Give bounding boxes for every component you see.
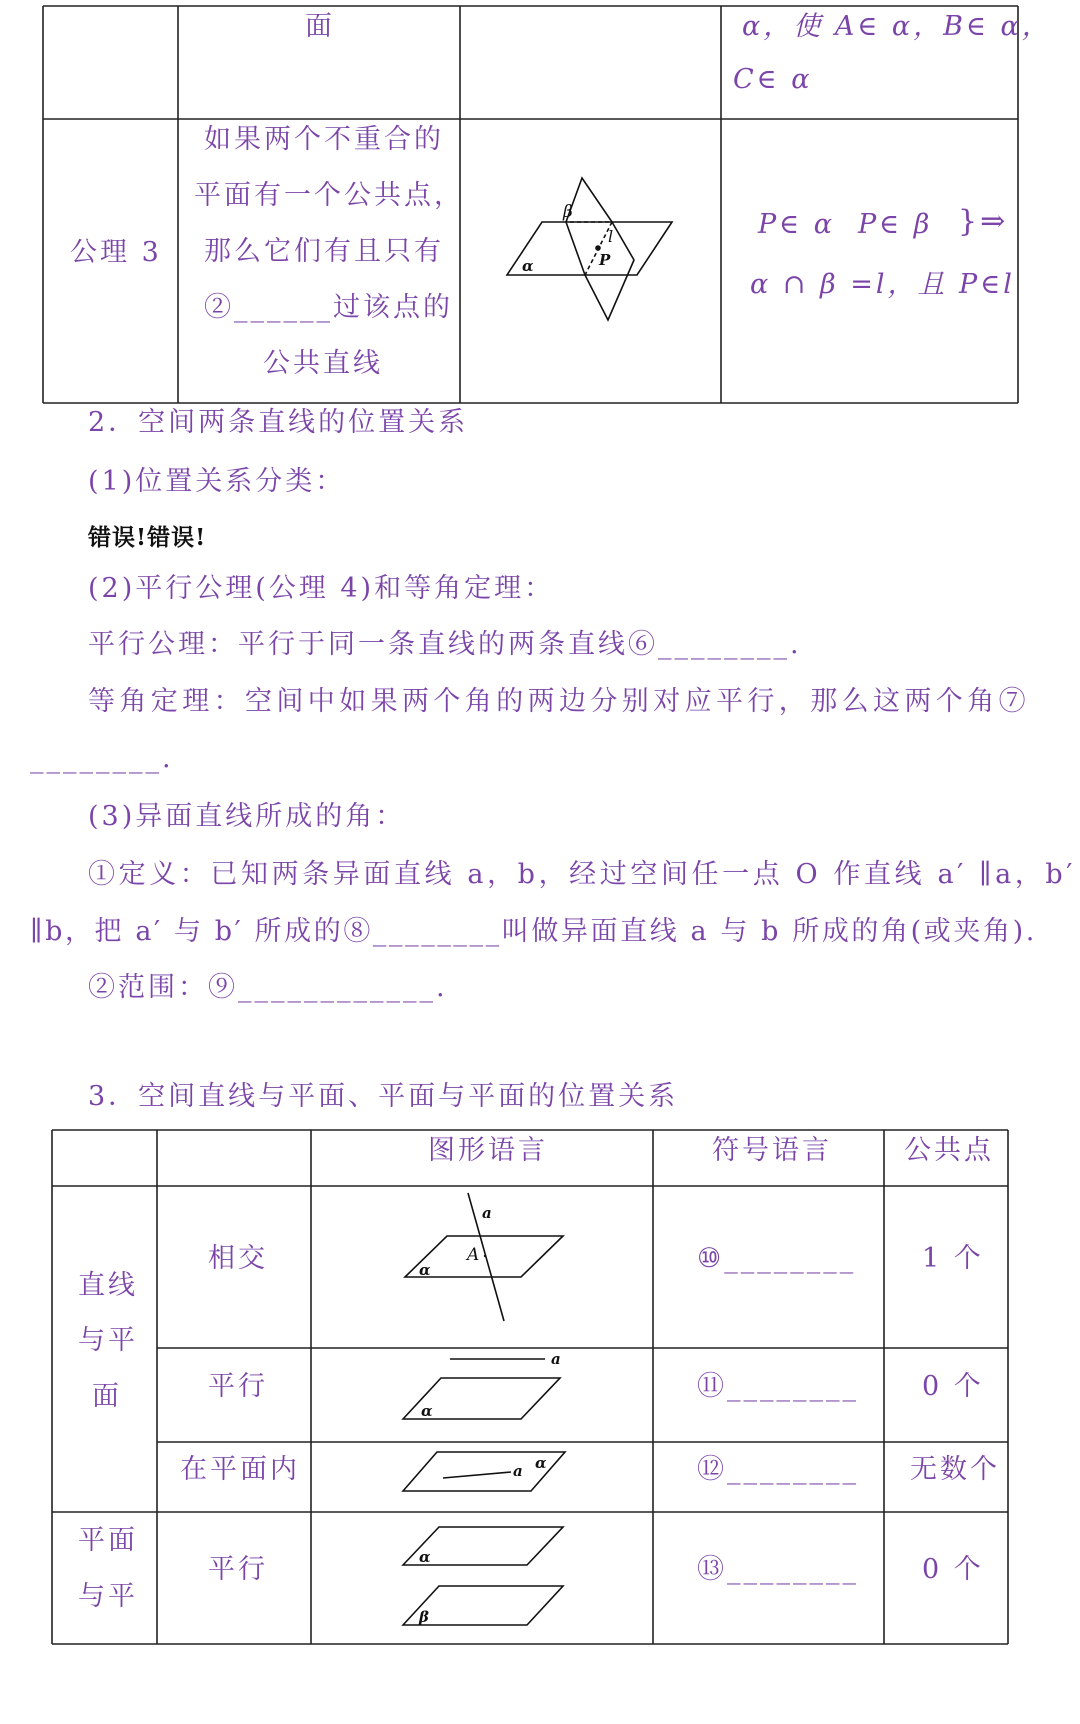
common-points-1: 1 个	[922, 1243, 984, 1274]
range-line: ②范围：⑨____________.	[88, 972, 448, 1003]
relation-intersect: 相交	[208, 1243, 268, 1274]
symbol-line-1: α，使 A∈ α，B∈ α，	[742, 11, 1052, 42]
symbol-blank-12: ⑫________	[697, 1454, 859, 1485]
plane-beta-label: β	[419, 1608, 429, 1626]
symbol-p-in-alpha: P∈ α	[758, 209, 835, 240]
axiom3-text-5: 公共直线	[263, 348, 383, 379]
symbol-blank-13: ⑬________	[697, 1554, 859, 1585]
point-a-label: A	[467, 1245, 480, 1265]
beta-label: β	[563, 202, 573, 222]
symbol-brace-implies: }⇒	[958, 204, 1009, 239]
relation-plane-parallel: 平行	[208, 1554, 268, 1585]
group-line-plane-2: 与平	[78, 1325, 138, 1356]
symbol-blank-11: ⑪________	[697, 1371, 859, 1402]
line-a-label: a	[482, 1204, 492, 1222]
error-text: 错误!错误!	[88, 524, 207, 551]
p-label: P	[599, 251, 611, 269]
figure-line-parallel-plane	[395, 1352, 575, 1432]
alpha-label: α	[522, 257, 534, 275]
definition-line-1: ①定义：已知两条异面直线 a，b，经过空间任一点 O 作直线 a′ ∥a，b′	[88, 859, 1077, 890]
section3-heading: 3．空间直线与平面、平面与平面的位置关系	[88, 1081, 679, 1112]
figure-parallel-planes	[395, 1520, 575, 1630]
plane-alpha-label: α	[419, 1548, 431, 1566]
relation-parallel: 平行	[208, 1371, 268, 1402]
intersecting-planes-figure	[500, 175, 685, 325]
axiom3-name: 公理 3	[70, 237, 162, 268]
axiom3-text-2: 平面有一个公共点，	[194, 180, 464, 211]
header-figure-language: 图形语言	[428, 1135, 548, 1166]
symbol-line-2: C∈ α	[733, 64, 813, 95]
figure-line-in-plane	[395, 1440, 575, 1500]
l-label: l	[608, 227, 614, 246]
plane-alpha-label: α	[535, 1454, 547, 1472]
parallel-axiom: 平行公理：平行于同一条直线的两条直线⑥________.	[88, 629, 802, 660]
point-p-dot	[595, 245, 601, 251]
plane-alpha-label: α	[419, 1261, 431, 1279]
common-points-2: 0 个	[922, 1371, 984, 1402]
line-a-label: a	[551, 1352, 561, 1368]
symbol-p-in-beta: P∈ β	[858, 209, 933, 240]
common-points-4: 0 个	[922, 1554, 984, 1585]
definition-line-2: ∥b，把 a′ 与 b′ 所成的⑧________叫做异面直线 a 与 b 所成的角(或夹角).	[30, 916, 1037, 947]
equal-angle-line-2: ________.	[30, 743, 174, 774]
axiom3-text-3: 那么它们有且只有	[204, 236, 444, 267]
symbol-blank-10: ⑩________	[697, 1243, 857, 1274]
section2-sub1: (1)位置关系分类：	[88, 466, 346, 497]
axiom3-text-4: ②______过该点的	[204, 292, 453, 323]
figure-line-intersects-plane	[395, 1190, 575, 1340]
group-plane-plane-2: 与平	[78, 1581, 138, 1612]
line-a-label: a	[513, 1462, 523, 1480]
header-symbol-language: 符号语言	[712, 1135, 832, 1166]
group-plane-plane-1: 平面	[78, 1525, 138, 1556]
common-points-3: 无数个	[910, 1454, 1000, 1485]
section2-heading: 2．空间两条直线的位置关系	[88, 407, 469, 438]
section2-sub2: (2)平行公理(公理 4)和等角定理：	[88, 573, 555, 604]
header-common-points: 公共点	[904, 1135, 994, 1166]
section2-sub3: (3)异面直线所成的角：	[88, 801, 406, 832]
relation-in-plane: 在平面内	[180, 1454, 300, 1485]
symbol-intersection: α ∩ β =l，且 P∈l	[750, 269, 1015, 300]
axiom3-text-1: 如果两个不重合的	[204, 124, 444, 155]
group-line-plane-3: 面	[92, 1381, 122, 1412]
plane-alpha-label: α	[421, 1402, 433, 1420]
equal-angle-line-1: 等角定理：空间中如果两个角的两边分别对应平行，那么这两个角⑦	[88, 686, 1030, 717]
table-cell-plane: 面	[305, 11, 335, 42]
group-line-plane-1: 直线	[78, 1270, 138, 1301]
